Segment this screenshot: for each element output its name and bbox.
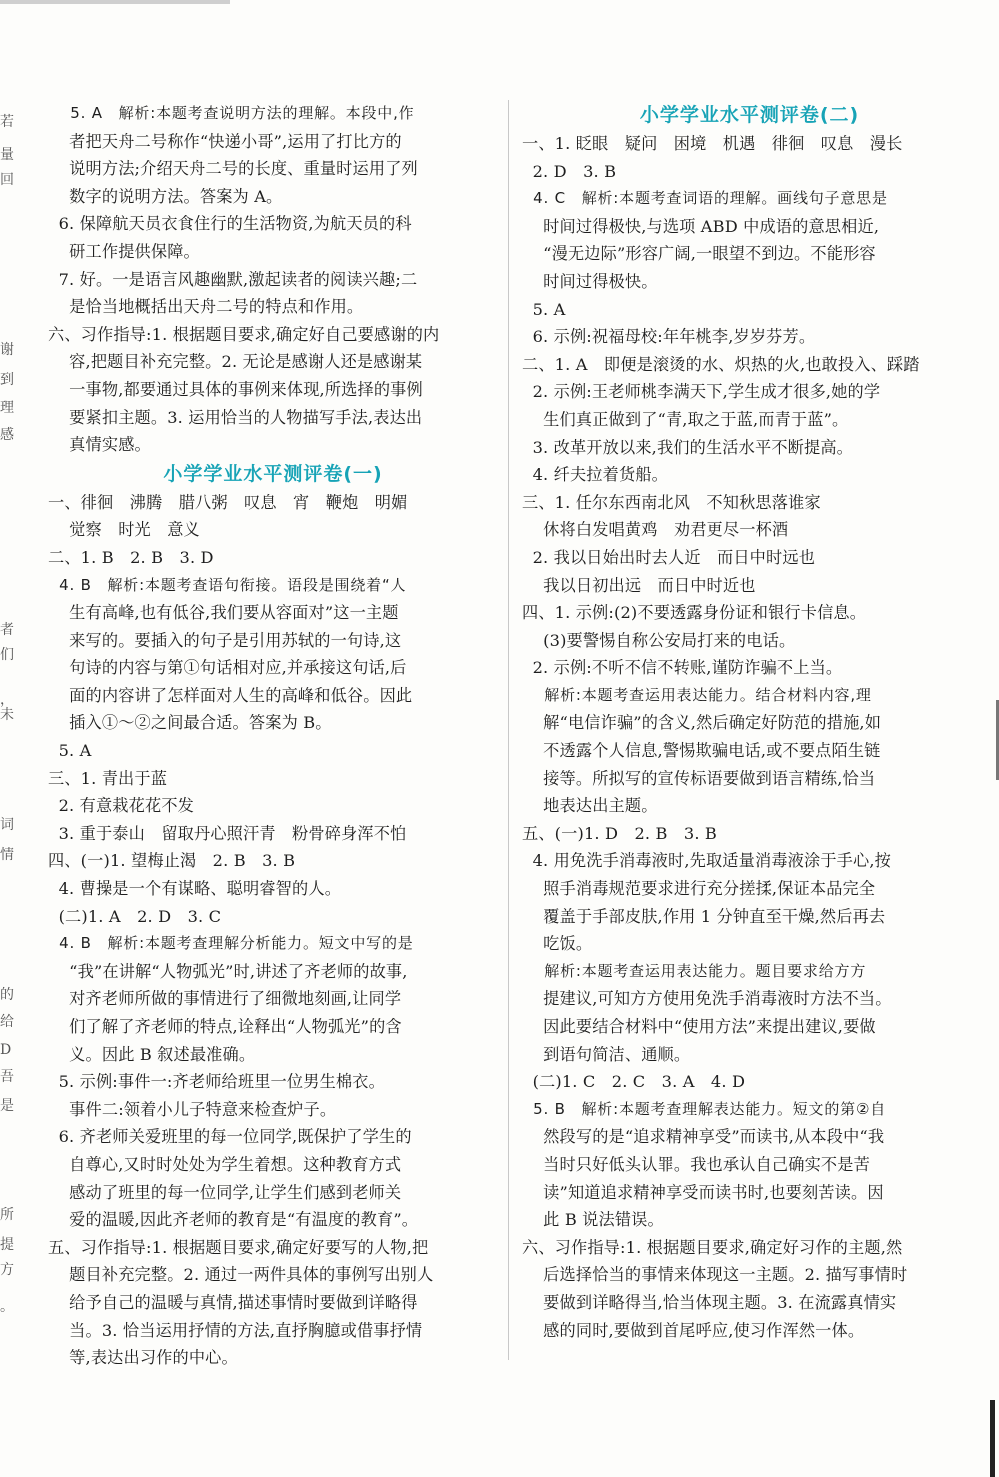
answer-line: 三、1. 任尔东西南北风 不知秋思落谁家 (522, 492, 821, 512)
answer-line: 二、1. B 2. B 3. D (48, 547, 214, 567)
answer-line: 5. A (522, 299, 566, 319)
answer-line: 句诗的内容与第①句话相对应,并承接这句话,后 (48, 658, 407, 678)
answer-line: 解析:本题考查运用表达能力。结合材料内容,理 (522, 685, 872, 704)
answer-line: 一事物,都要通过具体的事例来体现,所选择的事例 (48, 379, 423, 399)
answer-line: “我”在讲解“人物弧光”时,讲述了齐老师的故事, (48, 961, 408, 981)
answer-line: 4. 曹操是一个有谋略、聪明睿智的人。 (48, 879, 342, 899)
answer-line: 2. 示例:王老师桃李满天下,学生成才很多,她的学 (522, 382, 881, 402)
margin-fragment: 谢 (0, 342, 14, 358)
right-column (522, 100, 977, 1344)
answer-line: (3)要警惕自称公安局打来的电话。 (522, 630, 796, 650)
answer-line: 时间过得极快,与选项 ABD 中成语的意思相近, (522, 216, 880, 236)
answer-line: 7. 好。一是语言风趣幽默,激起读者的阅读兴趣;二 (48, 269, 418, 289)
answer-line: 五、习作指导:1. 根据题目要求,确定好要写的人物,把 (48, 1237, 429, 1257)
answer-line: 3. 改革开放以来,我们的生活水平不断提高。 (522, 437, 854, 457)
answer-line: 给予自己的温暖与真情,描述事情时要做到详略得 (48, 1292, 418, 1312)
answer-line: 来写的。要插入的句子是引用苏轼的一句诗,这 (48, 630, 402, 650)
answer-line: 五、(一)1. D 2. B 3. B (522, 823, 717, 843)
answer-line: 数字的说明方法。答案为 A。 (48, 186, 283, 206)
answer-line: 到语句简洁、通顺。 (522, 1044, 691, 1064)
margin-fragment: 给 (0, 1014, 14, 1030)
margin-fragment: 提 (0, 1237, 14, 1253)
answer-line: 后选择恰当的事情来体现这一主题。2. 描写事情时 (522, 1265, 908, 1285)
answer-line: 因此要结合材料中“使用方法”来提出建议,要做 (522, 1017, 876, 1036)
answer-line: 容,把题目补充完整。2. 无论是感谢人还是感谢某 (48, 352, 423, 372)
answer-line: 5. 示例:事件一:齐老师给班里一位男生棉衣。 (48, 1072, 385, 1092)
answer-line: “漫无边际”形容广阔,一眼望不到边。不能形容 (522, 244, 876, 264)
answer-line: 感动了班里的每一位同学,让学生们感到老师关 (48, 1182, 402, 1202)
answer-line: 吃饭。 (522, 934, 593, 954)
answer-line: 6. 齐老师关爱班里的每一位同学,既保护了学生的 (48, 1127, 412, 1147)
answer-line: 5. B 解析:本题考查理解表达能力。短文的第②自 (522, 1099, 887, 1118)
answer-line: 当。3. 恰当运用抒情的方法,直抒胸臆或借事抒情 (48, 1320, 423, 1340)
answer-line: 我以日初出远 而日中时近也 (522, 575, 756, 595)
margin-fragment: 所 (0, 1207, 14, 1223)
answer-line: 研工作提供保障。 (48, 241, 200, 261)
margin-fragment: 到 (0, 372, 14, 388)
margin-fragment: 理 (0, 400, 14, 416)
answer-line: 解“电信诈骗”的含义,然后确定好防范的措施,如 (522, 713, 882, 733)
answer-line: 等,表达出习作的中心。 (48, 1348, 238, 1368)
answer-line: (二)1. A 2. D 3. C (48, 906, 222, 926)
answer-line: 六、习作指导:1. 根据题目要求,确定好自己要感谢的内 (48, 324, 440, 344)
answer-line: 此 B 说法错误。 (522, 1210, 664, 1230)
margin-fragment: 是 (0, 1098, 14, 1114)
answer-line: 觉察 时光 意义 (48, 520, 200, 540)
margin-fragment: 感 (0, 427, 14, 443)
answer-line: 们了解了齐老师的特点,诠释出“人物弧光”的含 (48, 1017, 402, 1036)
answer-line: 4. B 解析:本题考查语句衔接。语段是围绕着“人 (48, 575, 407, 594)
answer-line: 二、1. A 即便是滚烫的水、炽热的火,也敢投入、踩踏 (522, 354, 920, 374)
margin-fragment: 若 (0, 114, 14, 130)
answer-line: 一、1. 眨眼 疑问 困境 机遇 徘徊 叹息 漫长 (522, 134, 903, 153)
top-rule (0, 0, 230, 4)
margin-fragment: 者 (0, 622, 14, 638)
answer-line: 4. 纤夫拉着货船。 (522, 465, 668, 485)
answer-line: 说明方法;介绍天舟二号的长度、重量时运用了列 (48, 159, 418, 179)
answer-line: 题目补充完整。2. 通过一两件具体的事例写出别人 (48, 1265, 434, 1285)
answer-line: 5. A 解析:本题考查说明方法的理解。本段中,作 (48, 104, 415, 122)
answer-line: 爱的温暖,因此齐老师的教育是“有温度的教育”。 (48, 1210, 419, 1230)
answer-line: 者把天舟二号称作“快递小哥”,运用了打比方的 (48, 131, 402, 151)
answer-line: 读”知道追求精神享受而读书时,也要刻苦读。因 (522, 1182, 884, 1202)
answer-line: 四、(一)1. 望梅止渴 2. B 3. B (48, 851, 296, 871)
answer-line: 然段写的是“追求精神享受”而读书,从本段中“我 (522, 1127, 885, 1147)
left-column (48, 100, 498, 1372)
answer-line: 生有高峰,也有低谷,我们要从容面对”这一主题 (48, 603, 399, 623)
answer-line: 感的同时,要做到首尾呼应,使习作浑然一体。 (522, 1320, 865, 1340)
answer-line: 2. 示例:不听不信不转账,谨防诈骗不上当。 (522, 658, 843, 678)
answer-line: 休将白发唱黄鸡 劝君更尽一杯酒 (522, 520, 789, 540)
margin-fragment: 回 (0, 172, 14, 188)
margin-fragment: 的 (0, 987, 14, 1003)
answer-line: (二)1. C 2. C 3. A 4. D (522, 1072, 746, 1092)
answer-line: 生们真正做到了“青,取之于蓝,而青于蓝”。 (522, 409, 849, 429)
page-edge-bar (990, 1400, 995, 1477)
answer-line: 覆盖于手部皮肤,作用 1 分钟直至干燥,然后再去 (522, 906, 886, 926)
answer-line: 提建议,可知方方使用免洗手消毒液时方法不当。 (522, 989, 892, 1009)
margin-fragment: D (0, 1042, 12, 1058)
answer-line: 是恰当地概括出天舟二号的特点和作用。 (48, 297, 364, 317)
answer-line: 六、习作指导:1. 根据题目要求,确定好习作的主题,然 (522, 1237, 903, 1257)
answer-line: 地表达出主题。 (522, 796, 658, 816)
margin-fragment: 词 (0, 817, 14, 833)
answer-line: 不透露个人信息,警惕欺骗电话,或不要点陌生链 (522, 741, 881, 761)
answer-line: 接等。所拟写的宣传标语要做到语言精练,恰当 (522, 768, 876, 788)
margin-fragment: 量 (0, 147, 14, 163)
answer-line: 要紧扣主题。3. 运用恰当的人物描写手法,表达出 (48, 407, 423, 427)
answer-line: 3. 重于泰山 留取丹心照汗青 粉骨碎身浑不怕 (48, 823, 407, 843)
answer-line: 2. 有意栽花花不发 (48, 796, 194, 816)
margin-fragment: ， (0, 692, 14, 708)
answer-line: 事件二:领着小儿子特意来检查炉子。 (48, 1099, 337, 1119)
answer-line: 要做到详略得当,恰当体现主题。3. 在流露真情实 (522, 1292, 897, 1312)
answer-line: 真情实感。 (48, 435, 151, 455)
answer-line: 2. 我以日始出时去人近 而日中时远也 (522, 547, 816, 567)
answer-line: 自尊心,又时时处处为学生着想。这种教育方式 (48, 1154, 402, 1174)
margin-fragment: 方 (0, 1262, 14, 1278)
answer-line: 当时只好低头认罪。我也承认自己确实不是苦 (522, 1154, 870, 1174)
answer-line: 义。因此 B 叙述最准确。 (48, 1044, 256, 1064)
answer-line: 四、1. 示例:(2)不要透露身份证和银行卡信息。 (522, 603, 867, 623)
section-heading: 小学学业水平测评卷(一) (163, 462, 383, 485)
answer-line: 三、1. 青出于蓝 (48, 768, 168, 788)
margin-fragment: 未 (0, 707, 14, 723)
margin-fragment: 。 (0, 1299, 14, 1315)
answer-line: 时间过得极快。 (522, 271, 658, 291)
margin-fragment: 吾 (0, 1069, 14, 1085)
margin-fragment: 们 (0, 647, 14, 663)
answer-line: 5. A (48, 741, 92, 761)
answer-line: 对齐老师所做的事情进行了细微地刻画,让同学 (48, 989, 402, 1009)
margin-fragment: 情 (0, 847, 14, 863)
answer-line: 4. B 解析:本题考查理解分析能力。短文中写的是 (48, 934, 414, 953)
section-heading: 小学学业水平测评卷(二) (639, 104, 860, 126)
answer-line: 6. 保障航天员衣食住行的生活物资,为航天员的科 (48, 214, 412, 234)
column-divider (508, 100, 509, 1360)
answer-line: 4. 用免洗手消毒液时,先取适量消毒液涂于手心,按 (522, 851, 891, 871)
answer-line: 一、徘徊 沸腾 腊八粥 叹息 宵 鞭炮 明媚 (48, 492, 408, 512)
answer-line: 照手消毒规范要求进行充分搓揉,保证本品完全 (522, 879, 876, 899)
answer-line: 2. D 3. B (522, 161, 617, 181)
answer-line: 面的内容讲了怎样面对人生的高峰和低谷。因此 (48, 685, 413, 705)
answer-line: 6. 示例:祝福母校:年年桃李,岁岁芬芳。 (522, 327, 816, 347)
answer-line: 插入①～②之间最合适。答案为 B。 (48, 713, 332, 733)
answer-line: 4. C 解析:本题考查词语的理解。画线句子意思是 (522, 189, 888, 208)
answer-line: 解析:本题考查运用表达能力。题目要求给方方 (522, 961, 867, 980)
